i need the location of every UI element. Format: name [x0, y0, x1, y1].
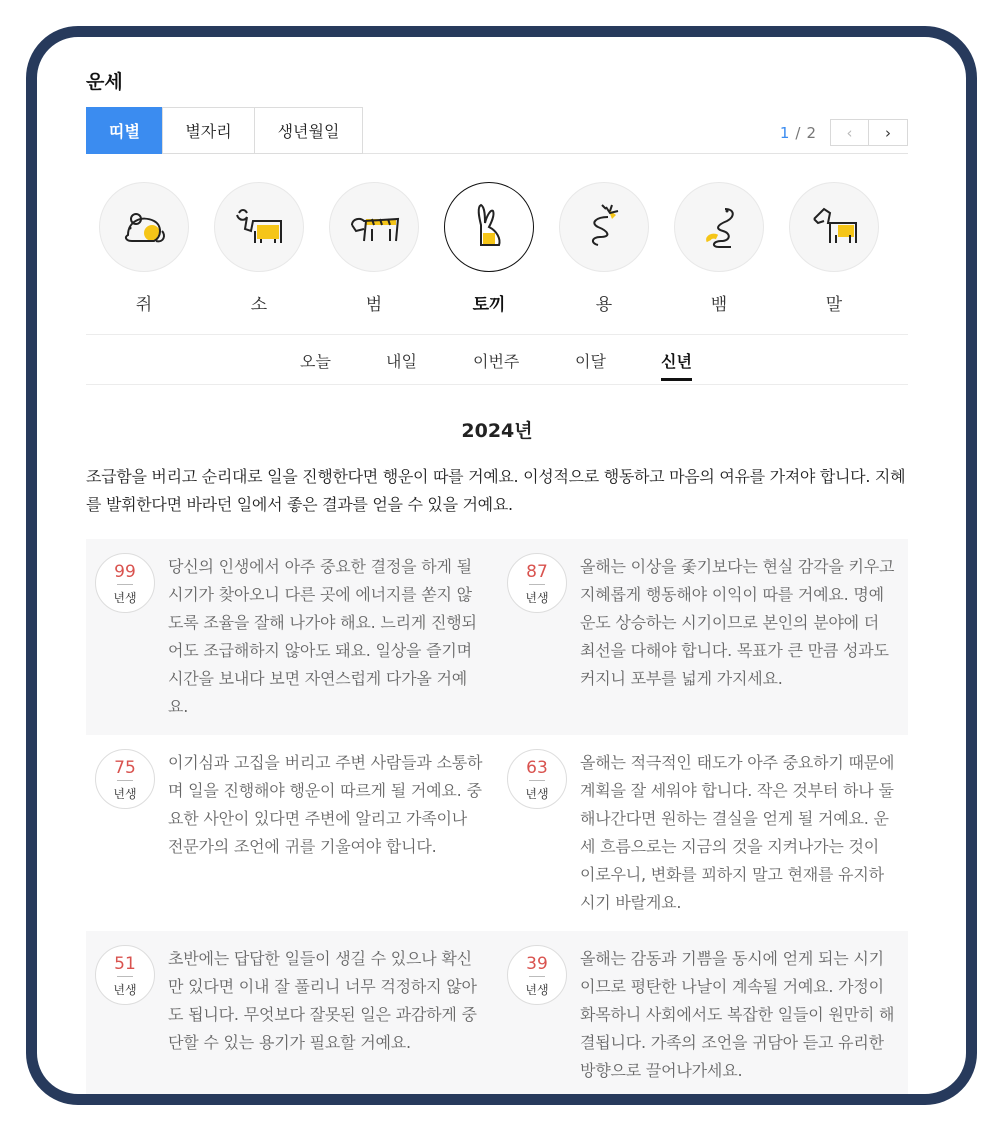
zodiac-label: 뱀: [710, 295, 728, 315]
dragon-icon: [572, 195, 636, 259]
zodiac-horse[interactable]: [788, 182, 880, 315]
pager-total: 2: [806, 123, 816, 142]
badge-divider: [529, 780, 545, 781]
birth-year-badge: [507, 945, 567, 1005]
birth-year-badge: [95, 945, 155, 1005]
badge-divider: [529, 976, 545, 977]
tab-constellation[interactable]: 별자리: [162, 107, 255, 154]
zodiac-label: 말: [825, 295, 843, 315]
tab-this-month[interactable]: 이달: [575, 352, 606, 371]
tab-new-year[interactable]: 신년: [661, 349, 692, 372]
zodiac-circle: [559, 182, 649, 272]
zodiac-circle: [789, 182, 879, 272]
birth-year-number: 63: [526, 758, 548, 778]
fortune-text: 당신의 인생에서 아주 중요한 결정을 하게 될 시기가 찾아오니 다른 곳에 에너지를 쏟지 않도록 조율을 잘해 나가야 해요. 느리게 진행되어도 조급해하지 않아도 돼요. 일상을 즐기며 시간을 보내다 보면 자연스럽게 다가올 거예요.: [168, 557, 477, 716]
zodiac-label: 용: [595, 295, 613, 315]
zodiac-circle: [214, 182, 304, 272]
rabbit-icon: [457, 195, 521, 259]
fortune-summary: 조급함을 버리고 순리대로 일을 진행한다면 행운이 따를 거예요. 이성적으로 행동하고 마음의 여유를 가져야 합니다. 지혜를 발휘한다면 바라던 일에서 좋은 결과를 얻을 수 있을 거예요.: [86, 467, 906, 514]
pager-prev-button[interactable]: [830, 119, 869, 146]
zodiac-rat[interactable]: [98, 182, 190, 315]
badge-divider: [117, 976, 133, 977]
fortune-widget: [86, 37, 908, 1094]
chevron-right-icon: ›: [885, 123, 891, 142]
rat-icon: [112, 195, 176, 259]
fortune-text: 이기심과 고집을 버리고 주변 사람들과 소통하며 일을 진행해야 행운이 따르게 될 거예요. 중요한 사안이 있다면 주변에 알리고 가족이나 전문가의 조언에 귀를 기울여야 합니다.: [168, 753, 483, 856]
birth-year-badge: [95, 749, 155, 809]
zodiac-circle: [99, 182, 189, 272]
birth-year-label: 년생: [113, 983, 137, 997]
tab-zodiac[interactable]: 띠별: [86, 107, 163, 154]
birth-year-label: 년생: [113, 591, 137, 605]
zodiac-selector: [86, 182, 908, 334]
birth-year-label: 년생: [525, 591, 549, 605]
zodiac-circle: [444, 182, 534, 272]
birth-year-number: 87: [526, 562, 548, 582]
horse-icon: [802, 195, 866, 259]
pager-next-button[interactable]: [869, 119, 908, 146]
birth-year-number: 99: [114, 562, 136, 582]
fortune-row: [86, 735, 908, 931]
birth-year-label: 년생: [113, 787, 137, 801]
birth-year-label: 년생: [525, 787, 549, 801]
chevron-left-icon: ‹: [846, 123, 853, 142]
birth-year-number: 75: [114, 758, 136, 778]
snake-icon: [687, 195, 751, 259]
zodiac-circle: [674, 182, 764, 272]
pager: [780, 119, 908, 146]
birth-year-label: 년생: [525, 983, 549, 997]
birth-year-fortunes: [86, 539, 908, 1105]
zodiac-label: 쥐: [135, 295, 153, 315]
tab-tomorrow[interactable]: 내일: [386, 352, 417, 371]
birth-year-badge: [95, 553, 155, 613]
birth-year-badge: [507, 749, 567, 809]
zodiac-ox[interactable]: [213, 182, 305, 315]
pager-current: 1: [779, 123, 790, 142]
page-title: 운세: [86, 71, 123, 93]
badge-divider: [117, 780, 133, 781]
widget-frame: [26, 26, 977, 1105]
zodiac-dragon[interactable]: [558, 182, 650, 315]
zodiac-label: 소: [250, 295, 268, 315]
birth-year-number: 51: [114, 954, 136, 974]
fortune-text: 올해는 이상을 좇기보다는 현실 감각을 키우고 지혜롭게 행동해야 이익이 따를 거예요. 명예운도 상승하는 시기이므로 본인의 분야에 더 최선을 다해야 합니다. 목표가 큰 만큼 성과도 커지니 포부를 넓게 가지세요.: [580, 557, 895, 688]
zodiac-tiger[interactable]: [328, 182, 420, 315]
tab-this-week[interactable]: 이번주: [473, 352, 520, 371]
tab-today[interactable]: 오늘: [300, 352, 331, 371]
ox-icon: [227, 195, 291, 259]
period-tabs: [86, 334, 908, 385]
tiger-icon: [342, 195, 406, 259]
birth-year-number: 39: [526, 954, 548, 974]
fortune-text: 초반에는 답답한 일들이 생길 수 있으나 확신만 있다면 이내 잘 풀리니 너무 걱정하지 않아도 됩니다. 무엇보다 잘못된 일은 과감하게 중단할 수 있는 용기가 필요할 거예요.: [168, 949, 477, 1052]
pager-separator: /: [795, 123, 801, 142]
fortune-year-title: 2024년: [461, 420, 533, 442]
zodiac-label: 토끼: [472, 295, 506, 315]
fortune-row: [86, 539, 908, 735]
badge-divider: [529, 584, 545, 585]
fortune-text: 올해는 적극적인 태도가 아주 중요하기 때문에 계획을 잘 세워야 합니다. 작은 것부터 하나 둘 해나간다면 원하는 결실을 얻게 될 거예요. 운세 흐름으로는 지금의 것을 지켜나가는 것이 이로우니, 변화를 꾀하지 말고 현재를 유지하시기 바랄게요.: [580, 753, 895, 912]
birth-year-badge: [507, 553, 567, 613]
tab-birthdate[interactable]: 생년월일: [254, 107, 363, 154]
zodiac-snake[interactable]: [673, 182, 765, 315]
zodiac-circle: [329, 182, 419, 272]
zodiac-label: 범: [365, 295, 383, 315]
zodiac-rabbit[interactable]: [443, 182, 535, 315]
fortune-text: 올해는 감동과 기쁨을 동시에 얻게 되는 시기이므로 평탄한 나날이 계속될 거예요. 가정이 화목하니 사회에서도 복잡한 일들이 원만히 해결됩니다. 가족의 조언을 귀담아 듣고 유리한 방향으로 끌어나가세요.: [580, 949, 895, 1080]
badge-divider: [117, 584, 133, 585]
fortune-row: [86, 931, 908, 1105]
